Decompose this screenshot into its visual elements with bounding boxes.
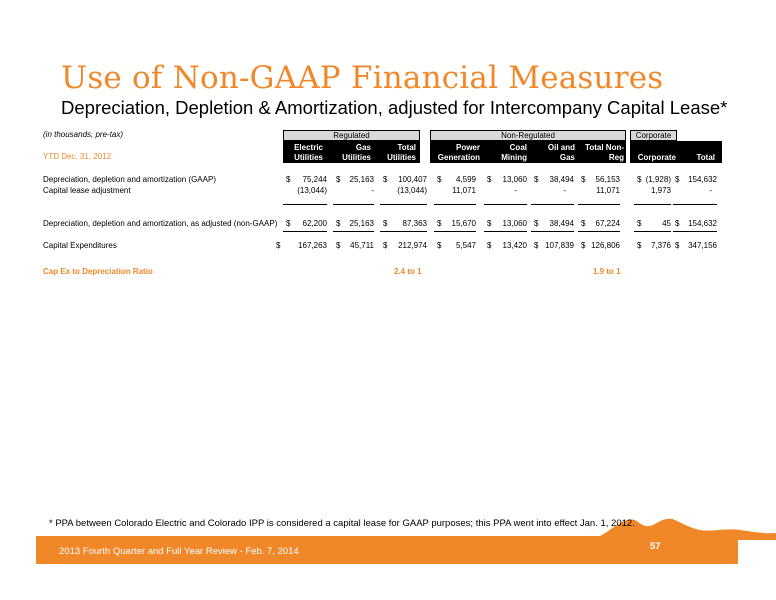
cell-dda-gaap-coal: 13,060 (502, 175, 527, 184)
subtotal-rule (380, 204, 427, 205)
dollar-sign: $ (383, 241, 388, 250)
cell-dda-adjusted-coal: 13,060 (502, 219, 527, 228)
total-rule (673, 231, 717, 232)
cell-dda-adjusted-gas: 25,163 (349, 219, 374, 228)
page-subtitle: Depreciation, Depletion & Amortization, adjusted for Intercompany Capital Lease* (61, 97, 728, 118)
dollar-sign: $ (276, 241, 281, 250)
cell-capex-electric: 167,263 (298, 241, 327, 250)
period-label: YTD Dec. 31, 2012 (43, 152, 112, 161)
cell-capex-total-non-reg: 126,806 (591, 241, 620, 250)
cell-capex-total-utilities: 212,974 (398, 241, 427, 250)
subtotal-rule (634, 204, 671, 205)
dollar-sign: $ (675, 241, 680, 250)
cell-dda-adjusted-power: 15,670 (451, 219, 476, 228)
cell-dda-gaap-oil-gas: 38,494 (549, 175, 574, 184)
dollar-sign: $ (286, 219, 291, 228)
cell-dda-adjusted-total-non-reg: 67,224 (595, 219, 620, 228)
dollar-sign: $ (534, 175, 539, 184)
ratio-regulated: 2.4 to 1 (394, 267, 422, 276)
dollar-sign: $ (437, 175, 442, 184)
col-header-total-utilities: Total Utilities (387, 143, 416, 162)
total-rule (634, 231, 671, 232)
col-header-total-non-reg: Total Non- Reg (585, 143, 624, 162)
dollar-sign: $ (637, 219, 642, 228)
cell-capital-lease-total-non-reg: 11,071 (596, 186, 620, 195)
total-rule (333, 231, 374, 232)
total-rule (531, 231, 574, 232)
dollar-sign: $ (637, 241, 642, 250)
footer-text: 2013 Fourth Quarter and Full Year Review - Feb. 7, 2014 (59, 546, 299, 557)
total-rule (578, 231, 620, 232)
cell-dda-gaap-gas: 25,163 (349, 175, 374, 184)
dollar-sign: $ (581, 219, 586, 228)
cell-capital-lease-electric: (13,044) (297, 186, 327, 195)
dollar-sign: $ (336, 219, 341, 228)
col-header-corporate: Corporate (637, 153, 676, 162)
subtotal-rule (673, 204, 717, 205)
cell-dda-adjusted-total: 154,632 (688, 219, 717, 228)
dollar-sign: $ (534, 219, 539, 228)
col-header-gas-utilities: Gas Utilities (342, 143, 371, 162)
col-header-coal-mining: Coal Mining (501, 143, 527, 162)
dollar-sign: $ (534, 241, 539, 250)
cell-dda-adjusted-electric: 62,200 (302, 219, 327, 228)
row-label-capital-lease: Capital lease adjustment (43, 186, 131, 195)
cell-dda-gaap-corporate: (1,928) (645, 175, 671, 184)
cell-capital-lease-total-utilities: (13,044) (397, 186, 427, 195)
subtotal-rule (283, 204, 327, 205)
dollar-sign: $ (286, 175, 291, 184)
col-header-power-generation: Power Generation (437, 143, 480, 162)
page-number: 57 (650, 541, 661, 552)
subtotal-rule (531, 204, 574, 205)
cell-capex-oil-gas: 107,839 (545, 241, 574, 250)
ratio-non-regulated: 1.9 to 1 (593, 267, 621, 276)
row-label-dda-gaap: Depreciation, depletion and amortization (GAAP) (43, 175, 216, 184)
cell-capex-gas: 45,711 (350, 241, 374, 250)
cell-capital-lease-coal: - (514, 186, 517, 195)
units-note: (in thousands, pre-tax) (43, 130, 124, 139)
total-rule (484, 231, 527, 232)
cell-capital-lease-gas: - (371, 186, 374, 195)
cell-dda-gaap-power: 4,599 (455, 175, 476, 184)
dollar-sign: $ (675, 219, 680, 228)
page-title: Use of Non-GAAP Financial Measures (61, 60, 664, 96)
group-non-regulated: Non-Regulated (430, 130, 626, 141)
dollar-sign: $ (383, 175, 388, 184)
cell-dda-adjusted-corporate: 45 (662, 219, 671, 228)
dollar-sign: $ (487, 241, 492, 250)
cell-capital-lease-total: - (709, 186, 712, 195)
footnote: * PPA between Colorado Electric and Colorado IPP is considered a capital lease for GAAP purposes; this PPA went into effect Jan. 1, 2012. (49, 518, 635, 529)
dollar-sign: $ (437, 241, 442, 250)
subtotal-rule (484, 204, 527, 205)
cell-capex-total: 347,156 (688, 241, 717, 250)
cell-capital-lease-power: 11,071 (452, 186, 476, 195)
dollar-sign: $ (581, 241, 586, 250)
cell-capital-lease-corporate: 1,973 (650, 186, 671, 195)
col-header-oil-and-gas: Oil and Gas (547, 143, 575, 162)
subtotal-rule (333, 204, 374, 205)
dollar-sign: $ (336, 175, 341, 184)
cell-dda-adjusted-total-utilities: 87,363 (402, 219, 427, 228)
row-label-dda-adjusted: Depreciation, depletion and amortization, as adjusted (non-GAAP) (43, 219, 278, 228)
row-label-capex: Capital Expenditures (43, 241, 117, 250)
subtotal-rule (434, 204, 476, 205)
cell-dda-gaap-total: 154,632 (688, 175, 717, 184)
total-rule (434, 231, 476, 232)
dollar-sign: $ (383, 219, 388, 228)
dollar-sign: $ (637, 175, 642, 184)
total-rule (283, 231, 327, 232)
dollar-sign: $ (581, 175, 586, 184)
col-header-electric-utilities: Electric Utilities (294, 143, 323, 162)
subtotal-rule (578, 204, 620, 205)
cell-dda-gaap-total-utilities: 100,407 (398, 175, 427, 184)
cell-capex-power: 5,547 (455, 241, 476, 250)
cell-capex-corporate: 7,376 (650, 241, 671, 250)
dollar-sign: $ (437, 219, 442, 228)
dollar-sign: $ (336, 241, 341, 250)
dollar-sign: $ (675, 175, 680, 184)
total-rule (380, 231, 427, 232)
ratio-label: Cap Ex to Depreciation Ratio (43, 267, 153, 276)
cell-dda-gaap-electric: 75,244 (302, 175, 327, 184)
col-header-total: Total (696, 153, 715, 162)
cell-capital-lease-oil-gas: - (563, 186, 566, 195)
group-regulated: Regulated (283, 130, 420, 141)
dollar-sign: $ (487, 219, 492, 228)
dollar-sign: $ (487, 175, 492, 184)
group-corporate: Corporate (630, 130, 677, 141)
cell-dda-gaap-total-non-reg: 56,153 (595, 175, 620, 184)
cell-dda-adjusted-oil-gas: 38,494 (549, 219, 574, 228)
cell-capex-coal: 13,420 (502, 241, 527, 250)
